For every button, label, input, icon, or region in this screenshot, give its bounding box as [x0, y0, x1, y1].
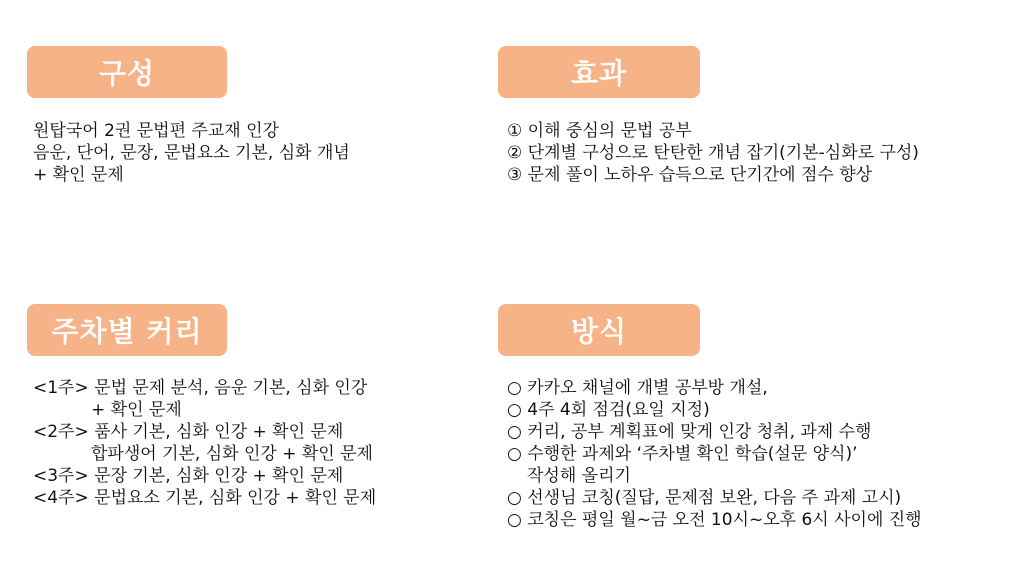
week-label: <4주>	[33, 488, 89, 508]
composition-line: + 확인 문제	[33, 165, 124, 185]
effect-title: 효과	[570, 57, 628, 90]
circle-bullet-icon: ○	[507, 488, 522, 508]
week-line: 문장 기본, 심화 인강 + 확인 문제	[94, 466, 344, 486]
method-item-text: 4주 4회 점검(요일 지정)	[527, 400, 710, 420]
curriculum-title: 주차별 커리	[51, 315, 203, 348]
circled-number-1-icon: ①	[507, 121, 523, 141]
effect-item	[507, 120, 919, 142]
week-label: <1주>	[33, 378, 89, 398]
week-item	[33, 465, 376, 487]
circle-bullet-icon: ○	[507, 510, 522, 530]
composition-title: 구성	[98, 57, 156, 90]
composition-line: 음운, 단어, 문장, 문법요소 기본, 심화 개념	[33, 143, 350, 163]
week-item	[33, 487, 376, 509]
method-item-text: 선생님 코칭(질답, 문제점 보완, 다음 주 과제 고시)	[527, 488, 902, 508]
curriculum-header	[27, 304, 227, 356]
circled-number-3-icon: ③	[507, 165, 523, 185]
method-item	[507, 509, 922, 531]
week-item	[33, 421, 376, 443]
method-item-text: 카카오 채널에 개별 공부방 개설,	[527, 378, 768, 398]
circle-bullet-icon: ○	[507, 400, 522, 420]
method-item	[507, 377, 922, 399]
effect-item-text: 문제 풀이 노하우 습득으로 단기간에 점수 향상	[527, 165, 873, 185]
method-title: 방식	[570, 315, 628, 348]
week-label: <2주>	[33, 422, 89, 442]
curriculum-body	[33, 377, 376, 509]
method-item	[507, 421, 922, 443]
effect-item-text: 단계별 구성으로 탄탄한 개념 잡기(기본-심화로 구성)	[527, 143, 919, 163]
effect-item	[507, 164, 919, 186]
circle-bullet-icon: ○	[507, 378, 522, 398]
method-item	[507, 443, 922, 465]
method-item-text: 커리, 공부 계획표에 맞게 인강 청취, 과제 수행	[527, 422, 872, 442]
circle-bullet-icon: ○	[507, 422, 522, 442]
week-item	[33, 377, 376, 399]
circled-number-2-icon: ②	[507, 143, 523, 163]
circle-bullet-icon: ○	[507, 444, 522, 464]
week-line: 품사 기본, 심화 인강 + 확인 문제	[94, 422, 344, 442]
method-item-text: 수행한 과제와 ‘주차별 확인 학습(설문 양식)’	[527, 444, 858, 464]
effect-item-text: 이해 중심의 문법 공부	[527, 121, 692, 141]
week-line: 문법요소 기본, 심화 인강 + 확인 문제	[94, 488, 377, 508]
method-body	[507, 377, 922, 531]
composition-body	[33, 120, 350, 186]
composition-header	[27, 46, 227, 98]
method-item	[507, 399, 922, 421]
method-item-text: 작성해 올리기	[527, 466, 631, 486]
week-line: 문법 문제 분석, 음운 기본, 심화 인강	[94, 378, 368, 398]
composition-line: 원탑국어 2권 문법편 주교재 인강	[33, 121, 279, 141]
week-label: <3주>	[33, 466, 89, 486]
effect-header	[498, 46, 700, 98]
week-line: 합파생어 기본, 심화 인강 + 확인 문제	[91, 444, 373, 464]
effect-item	[507, 142, 919, 164]
method-header	[498, 304, 700, 356]
method-item-text: 코칭은 평일 월~금 오전 10시~오후 6시 사이에 진행	[527, 510, 922, 530]
week-line: + 확인 문제	[91, 400, 182, 420]
method-item	[507, 487, 922, 509]
effect-body	[507, 120, 919, 186]
